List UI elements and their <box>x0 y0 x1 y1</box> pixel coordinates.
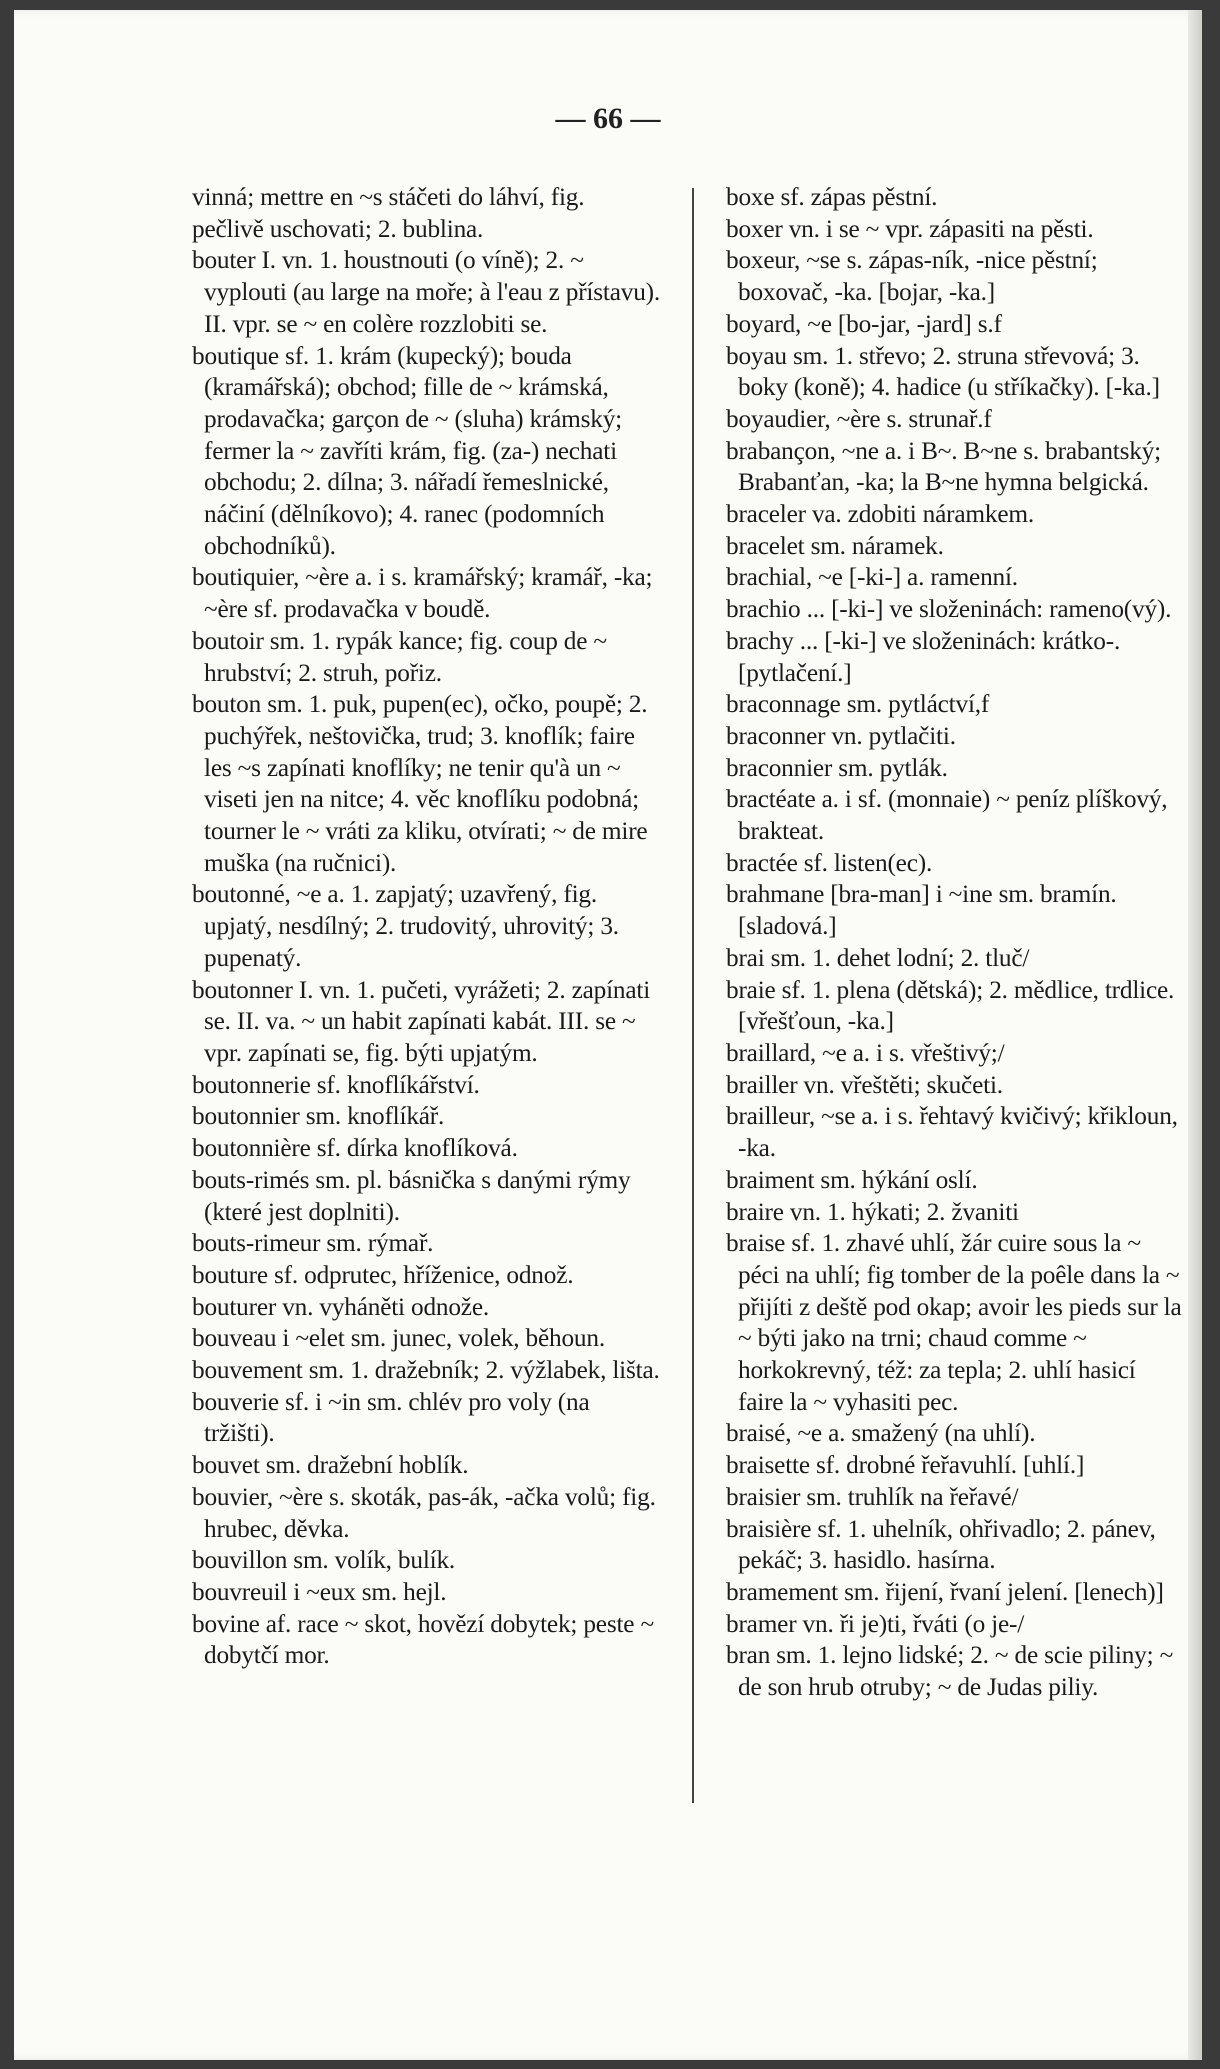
dictionary-entry: bouture sf. odprutec, hříženice, odnož. <box>192 1260 574 1289</box>
dictionary-entry: boxer vn. i se ~ vpr. zápasiti na pěsti. <box>726 214 1094 243</box>
dictionary-entry: bouvement sm. 1. dražebník; 2. výžlabek, lišta. <box>192 1356 660 1385</box>
dictionary-entry: braillard, ~e a. i s. vřeštivý;/ <box>726 1038 1005 1067</box>
dictionary-entry: bran sm. 1. lejno lidské; 2. ~ de scie piliny; ~ de son hrub otruby; ~ de Judas piliy. <box>726 1641 1174 1702</box>
dictionary-entry: braiment sm. hýkání oslí. <box>726 1165 978 1194</box>
dictionary-entry: braie sf. 1. plena (dětská); 2. mědlice, trdlice. [vřešťoun, -ka.] <box>726 975 1175 1036</box>
dictionary-entry: boxe sf. zápas pěstní. <box>726 183 938 211</box>
dictionary-entry: bractée sf. listen(ec). <box>726 848 933 877</box>
dictionary-entry: braconnier sm. pytlák. <box>726 753 948 782</box>
dictionary-entry: boutonnerie sf. knoflíkářství. <box>192 1070 480 1099</box>
dictionary-entry: braconnage sm. pytláctví,f <box>726 690 990 719</box>
dictionary-entry: braisette sf. drobné řeřavuhlí. [uhlí.] <box>726 1451 1085 1480</box>
dictionary-entry: bracelet sm. náramek. <box>726 531 944 560</box>
dictionary-entry: bovine af. race ~ skot, hovězí dobytek; peste ~ dobytčí mor. <box>192 1609 654 1670</box>
dictionary-entry: boyard, ~e [bo-jar, -jard] s.f <box>726 309 1002 338</box>
dictionary-entry: bouter I. vn. 1. houstnouti (o víně); 2. ~ vyplouti (au large na moře; à l'eau z přístavu). II. vpr. se ~ en colère rozzlobiti se. <box>192 246 660 338</box>
page-edge-shadow <box>1188 10 1202 2060</box>
column-divider <box>692 188 694 1803</box>
dictionary-entry: boutonnier sm. knoflíkář. <box>192 1102 445 1131</box>
dictionary-entry: bouts-rimeur sm. rýmař. <box>192 1229 434 1258</box>
dictionary-entry: braisé, ~e a. smažený (na uhlí). <box>726 1419 1036 1448</box>
dictionary-entry: braceler va. zdobiti náramkem. <box>726 500 1034 529</box>
dictionary-entry: bouts-rimés sm. pl. básnička s danými rýmy (které jest doplniti). <box>192 1165 631 1226</box>
dictionary-entry: bouturer vn. vyháněti odnože. <box>192 1292 489 1321</box>
dictionary-entry: braisier sm. truhlík na řeřavé/ <box>726 1482 1019 1511</box>
dictionary-entry: brabançon, ~ne a. i B~. B~ne s. brabantský; Brabanťan, -ka; la B~ne hymna belgická. <box>726 436 1161 497</box>
dictionary-entry: vinná; mettre en ~s stáčeti do láhví, fig. pečlivě uschovati; 2. bublina. <box>192 183 585 243</box>
dictionary-entry: braconner vn. pytlačiti. <box>726 721 956 750</box>
dictionary-entry: boutonner I. vn. 1. pučeti, vyrážeti; 2. zapínati se. II. va. ~ un habit zapínati kabát. III. se ~ vpr. zapínati se, fig. býti upjatým. <box>192 975 651 1067</box>
dictionary-entry: bouton sm. 1. puk, pupen(ec), očko, poupě; 2. puchýřek, neštovička, trud; 3. knoflík; faire les ~s zapínati knoflíky; ne tenir qu'à un ~ viseti jen na nitce; 4. věc knoflíku podobná; tourner le ~ vráti za kliku, otvírati; ~ de mire muška (na ručnici). <box>192 690 648 877</box>
dictionary-entry: brai sm. 1. dehet lodní; 2. tluč/ <box>726 943 1030 972</box>
dictionary-entry: brachio ... [-ki-] ve složeninách: rameno(vý). <box>726 595 1172 624</box>
dictionary-entry: bouvreuil i ~eux sm. hejl. <box>192 1577 447 1606</box>
dictionary-entry: bouvier, ~ère s. skoták, pas-ák, -ačka volů; fig. hrubec, děvka. <box>192 1482 656 1543</box>
dictionary-entry: boxeur, ~se s. zápas-ník, -nice pěstní; boxovač, -ka. [bojar, -ka.] <box>726 246 1098 307</box>
dictionary-entry: boyaudier, ~ère s. strunař.f <box>726 404 992 433</box>
page-number: — 66 — <box>555 102 661 135</box>
dictionary-entry: brahmane [bra-man] i ~ine sm. bramín. [sladová.] <box>726 880 1117 941</box>
dictionary-entry: bouvillon sm. volík, bulík. <box>192 1546 456 1575</box>
dictionary-entry: boutique sf. 1. krám (kupecký); bouda (kramářská); obchod; fille de ~ krámská, prodavačka; garçon de ~ (sluha) krámský; fermer la ~ zavříti krám, fig. (za-) nechati obchodu; 2. dílna; 3. nářadí řemeslnické, náčiní (dělníkovo); 4. ranec (podomních obchodníků). <box>192 341 623 560</box>
dictionary-entry: bractéate a. i sf. (monnaie) ~ peníz plíškový, brakteat. <box>726 785 1168 846</box>
dictionary-entry: boutoir sm. 1. rypák kance; fig. coup de ~ hrubství; 2. struh, pořiz. <box>192 626 607 687</box>
dictionary-entry: brailleur, ~se a. i s. řehtavý kvičivý; křikloun, -ka. <box>726 1102 1178 1163</box>
dictionary-entry: bramement sm. řijení, řvaní jelení. [lenech)] <box>726 1577 1164 1606</box>
dictionary-entry: boutiquier, ~ère a. i s. kramářský; kramář, -ka; ~ère sf. prodavačka v boudě. <box>192 563 653 624</box>
dictionary-entry: boyau sm. 1. střevo; 2. struna střevová; 3. boky (koně); 4. hadice (u stříkačky). [-ka.] <box>726 341 1160 402</box>
dictionary-entry: brachy ... [-ki-] ve složeninách: krátko-. [pytlačení.] <box>726 626 1121 687</box>
dictionary-entry: braise sf. 1. zhavé uhlí, žár cuire sous la ~ péci na uhlí; fig tomber de la poêle dans la ~ přijíti z deště pod okap; avoir les pieds sur la ~ býti jako na trni; chaud comme ~ horkokrevný, též: za tepla; 2. uhlí hasicí faire la ~ vyhasiti pec. <box>726 1229 1182 1416</box>
dictionary-entry: bouvet sm. dražební hoblík. <box>192 1451 469 1480</box>
dictionary-entry: brachial, ~e [-ki-] a. ramenní. <box>726 563 1018 592</box>
dictionary-page <box>14 10 1202 2060</box>
left-column <box>192 182 662 1672</box>
dictionary-entry: braisière sf. 1. uhelník, ohřivadlo; 2. pánev, pekáč; 3. hasidlo. hasírna. <box>726 1514 1156 1575</box>
dictionary-entry: boutonnière sf. dírka knoflíková. <box>192 1134 518 1163</box>
dictionary-entry: brailler vn. vřeštěti; skučeti. <box>726 1070 1003 1099</box>
dictionary-entry: bramer vn. ři je)ti, řváti (o je-/ <box>726 1609 1025 1638</box>
right-column <box>726 182 1186 1704</box>
dictionary-entry: boutonné, ~e a. 1. zapjatý; uzavřený, fig. upjatý, nesdílný; 2. trudovitý, uhrovitý; 3. pupenatý. <box>192 880 619 972</box>
dictionary-entry: bouveau i ~elet sm. junec, volek, běhoun. <box>192 1324 605 1353</box>
dictionary-entry: bouverie sf. i ~in sm. chlév pro voly (na tržišti). <box>192 1387 590 1448</box>
dictionary-entry: braire vn. 1. hýkati; 2. žvaniti <box>726 1197 1019 1226</box>
